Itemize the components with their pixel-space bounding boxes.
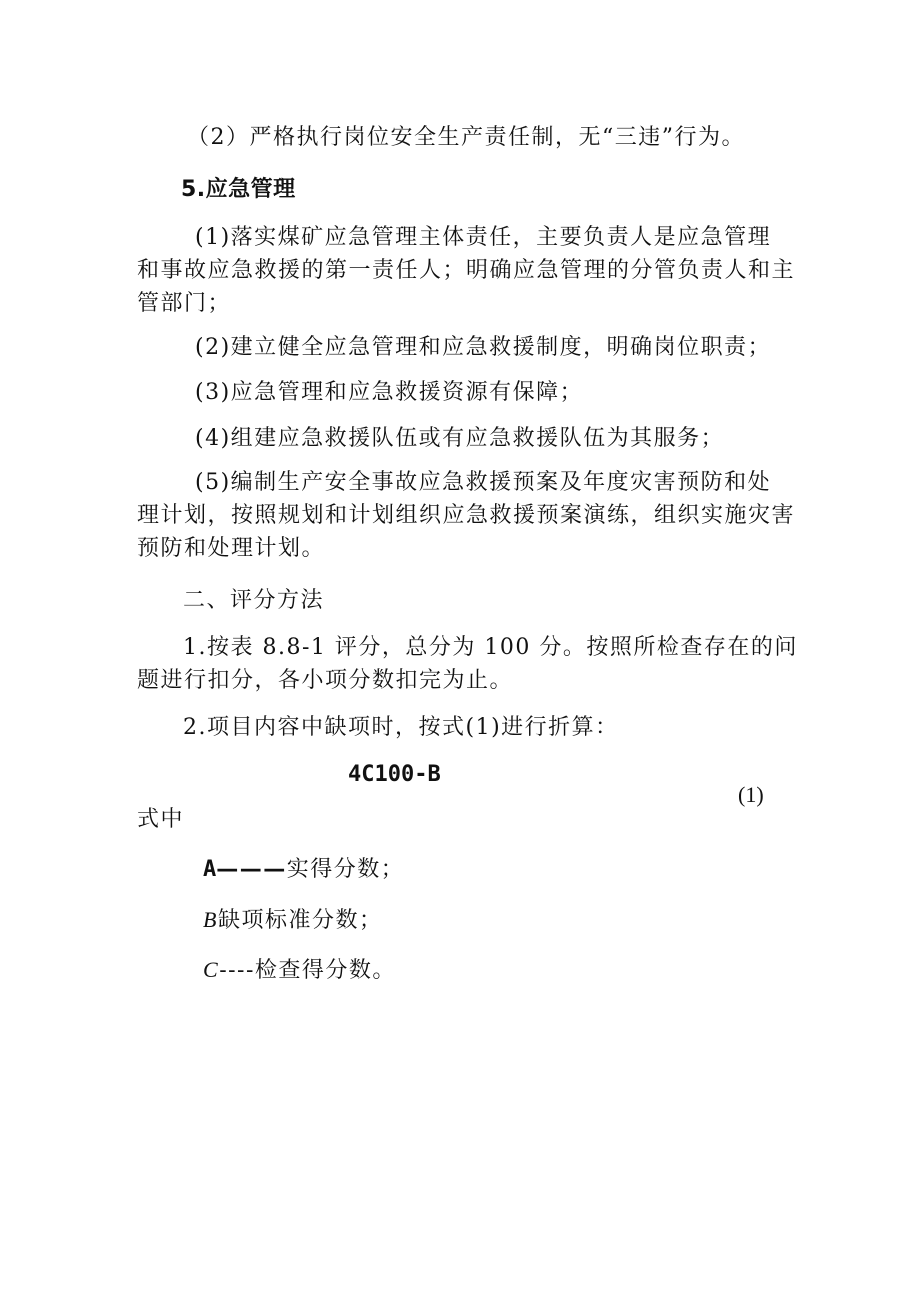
heading-emergency-management: 5.应急管理 [181,177,296,202]
item-3: (3)应急管理和应急救援资源有保障； [195,380,584,405]
definition-b-text: 缺项标准分数； [217,908,383,933]
definition-a-dash: ——— [216,857,287,882]
definition-c [203,955,396,986]
item-1-line-1: (1)落实煤矿应急管理主体责任，主要负责人是应急管理 [195,225,772,250]
method-1-line-1: 1.按表 8.8-1 评分，总分为 100 分。按照所检查存在的问 [183,635,798,660]
paragraph-safety-responsibility: （2）严格执行岗位安全生产责任制，无“三违”行为。 [187,125,745,150]
method-2: 2.项目内容中缺项时，按式(1)进行折算： [183,715,619,740]
definition-c-variable: C [203,957,220,982]
item-4: (4)组建应急救援队伍或有应急救援队伍为其服务； [195,426,725,451]
formula-where-label: 式中 [137,807,185,832]
formula-expression: 4C100-B [348,762,441,787]
definition-a-text: 实得分数； [286,857,405,882]
item-1-line-3: 管部门； [137,291,232,316]
definition-a [203,855,404,885]
item-5-line-3: 预防和处理计划。 [137,536,326,561]
item-1-line-2: 和事故应急救援的第一责任人；明确应急管理的分管负责人和主 [137,258,796,283]
definition-b [203,905,382,936]
formula-number: (1) [738,782,764,807]
item-5-line-1: (5)编制生产安全事故应急救援预案及年度灾害预防和处 [195,470,772,495]
definition-c-dash: ---- [219,958,255,983]
definition-b-variable: B [203,907,218,932]
item-2: (2)建立健全应急管理和应急救援制度，明确岗位职责； [195,335,772,360]
item-5-line-2: 理计划，按照规划和计划组织应急救援预案演练，组织实施灾害 [137,503,796,528]
method-1-line-2: 题进行扣分，各小项分数扣完为止。 [137,668,514,693]
definition-a-variable: A [203,857,217,882]
definition-c-text: 检查得分数。 [254,958,396,983]
section-scoring-method: 二、评分方法 [183,588,325,613]
